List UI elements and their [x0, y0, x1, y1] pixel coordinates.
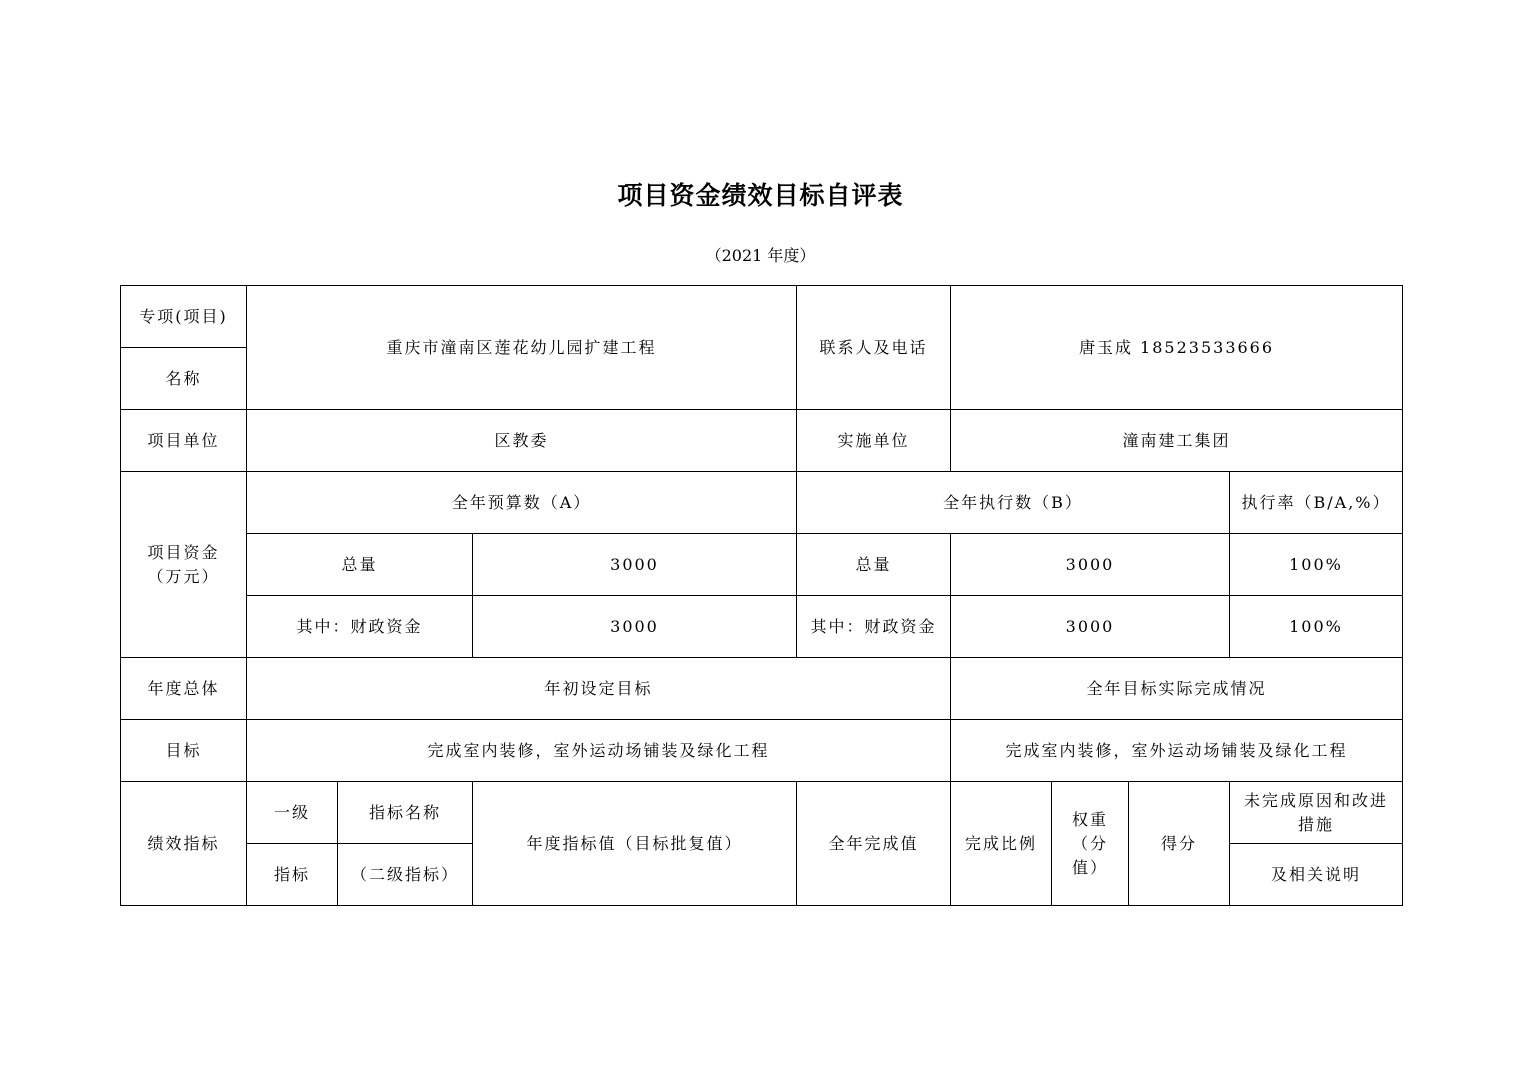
project-name-value: 重庆市潼南区莲花幼儿园扩建工程: [247, 286, 797, 410]
budget-header: 全年预算数（A）: [247, 472, 797, 534]
weight-header-line3: 值）: [1071, 857, 1108, 877]
score-header: 得分: [1129, 782, 1230, 906]
project-name-label-line2: 名称: [121, 348, 247, 410]
indicator-target-header: 年度指标值（目标批复值）: [473, 782, 797, 906]
budget-row-label: 其中：财政资金: [247, 596, 473, 658]
rate-value: 100%: [1230, 596, 1403, 658]
table-row: [121, 596, 1403, 658]
rate-value: 100%: [1230, 534, 1403, 596]
impl-unit-value: 潼南建工集团: [951, 410, 1403, 472]
weight-header-line2: （分: [1071, 833, 1108, 853]
goals-label-line1: 年度总体: [121, 658, 247, 720]
reason-header-line2: 及相关说明: [1230, 844, 1403, 906]
self-evaluation-table: [120, 285, 1403, 906]
goals-set-header: 年初设定目标: [247, 658, 951, 720]
level1-label-line1: 一级: [247, 782, 338, 844]
weight-header: [1052, 782, 1129, 906]
exec-row-label: 其中：财政资金: [797, 596, 951, 658]
indicators-label: 绩效指标: [121, 782, 247, 906]
project-unit-label: 项目单位: [121, 410, 247, 472]
project-unit-value: 区教委: [247, 410, 797, 472]
budget-value: 3000: [473, 596, 797, 658]
contact-label: 联系人及电话: [797, 286, 951, 410]
weight-header-line1: 权重: [1071, 809, 1108, 829]
indicator-name-line2: （二级指标）: [338, 844, 473, 906]
page-subtitle: （2021 年度）: [705, 246, 816, 265]
funds-label: [121, 472, 247, 658]
completion-ratio-header: 完成比例: [951, 782, 1052, 906]
goals-label-line2: 目标: [121, 720, 247, 782]
table-row: [121, 534, 1403, 596]
exec-value: 3000: [951, 534, 1230, 596]
level1-label-line2: 指标: [247, 844, 338, 906]
goals-set-value: 完成室内装修，室外运动场铺装及绿化工程: [247, 720, 951, 782]
exec-row-label: 总量: [797, 534, 951, 596]
exec-header: 全年执行数（B）: [797, 472, 1230, 534]
indicator-actual-header: 全年完成值: [797, 782, 951, 906]
exec-value: 3000: [951, 596, 1230, 658]
indicator-name-line1: 指标名称: [338, 782, 473, 844]
goals-actual-value: 完成室内装修，室外运动场铺装及绿化工程: [951, 720, 1403, 782]
goals-actual-header: 全年目标实际完成情况: [951, 658, 1403, 720]
contact-value: 唐玉成 18523533666: [951, 286, 1403, 410]
reason-header-line1: 未完成原因和改进措施: [1230, 782, 1403, 844]
budget-row-label: 总量: [247, 534, 473, 596]
budget-value: 3000: [473, 534, 797, 596]
page-title: 项目资金绩效目标自评表: [617, 181, 904, 210]
project-name-label-line1: 专项(项目): [121, 286, 247, 348]
rate-header: 执行率（B/A,%）: [1230, 472, 1403, 534]
funds-label-line1: 项目资金: [147, 542, 220, 562]
impl-unit-label: 实施单位: [797, 410, 951, 472]
funds-label-line2: （万元）: [147, 566, 220, 586]
